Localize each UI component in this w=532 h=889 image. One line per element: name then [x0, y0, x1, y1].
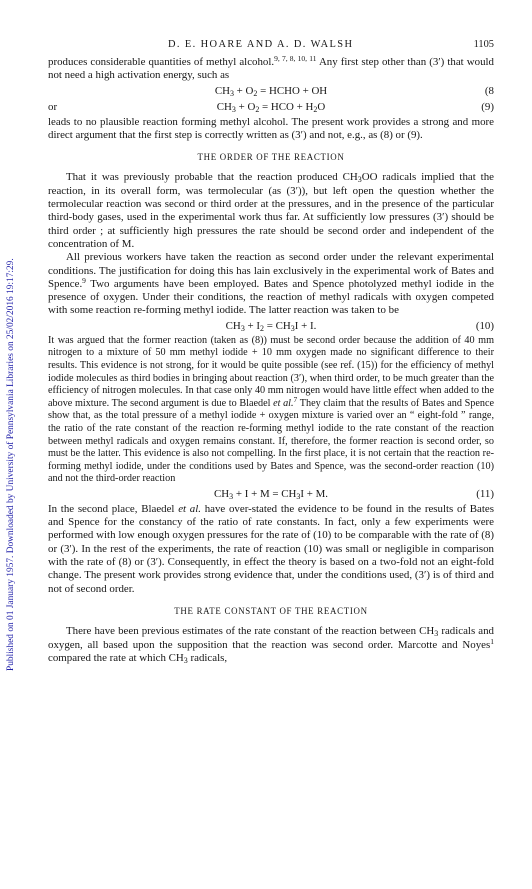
equation-9-lead: or	[48, 100, 58, 113]
section-heading-rate-constant: THE RATE CONSTANT OF THE REACTION	[174, 605, 368, 616]
citation-ref: 7	[293, 394, 298, 404]
page-number: 1105	[473, 39, 494, 50]
header-authors: D. E. HOARE AND A. D. WALSH	[168, 39, 354, 50]
paragraph-4: All previous workers have taken the reaction as second order under the relevant experimental conditions. The justification for doing this has lain exclusively in the experimental work of Bates and Spence.$^9$ Two arguments have been employed. Bates and Spence photolyzed methyl iodide in the presence of oxygen. Under their conditions, the reaction of methyl radicals with oxygen competed with some reaction re-forming methyl iodide. The latter reaction was taken to be	[48, 251, 494, 317]
equation-11-number: (11)	[476, 487, 494, 500]
paragraph-7: There have been previous estimates of the rate constant of the reaction between $CH_3$ radicals and oxygen, all based upon the supposition that the reaction was second order. Marcotte and Noyes$^1$ compared the rate at which $CH_3$ radicals,	[48, 625, 494, 665]
margin-publication-note: Published on 01 January 1957. Downloaded by University of Pennsylvania Libraries on 25/02/2016 19:17:29.	[6, 258, 16, 672]
equation-11	[48, 487, 494, 502]
equation-9-number: (9)	[481, 100, 494, 113]
running-header	[48, 38, 494, 52]
paragraph-3: That it was previously probable that the reaction produced $CH_3OO$ radicals implied that the reaction, in its overall form, was termolecular (as (3′)), but left open the question whether the termolecular reaction was second or third order at the pressures, and in the presence of the particular third-body gases, used in the experimental work thus far. At sufficiently low pressures (3′) should be third order ; at sufficiently high pressures the rate should be second order and independent of the concentration of M.	[48, 171, 494, 250]
citation-ref: 9	[82, 275, 86, 285]
equation-8	[48, 84, 494, 99]
equation-8-number: (8	[484, 84, 494, 97]
paragraph-5: It was argued that the former reaction (taken as (8)) must be second order because the addition of 40 mm nitrogen to a mixture of 50 mm methyl iodide + 10 mm oxygen made no significant difference to their results. This evidence is not strong, for it would be quite possible (see ref. (15)) for the efficiency of methyl iodide molecules as third bodies in bringing about reaction (3′), when third order, to be much greater than the efficiency of nitrogen molecules. In that case only 40 mm nitrogen would have little effect when added to the above mixture. The second argument is due to Blaedel et al.$^7$ They claim that the results of Bates and Spence show that, as the total pressure of a methyl iodide + oxygen mixture is varied over an “ eight-fold ” range, the ratio of the rate constant of the reaction re-forming methyl iodide to the rate constant of the reaction between methyl radicals and oxygen remains constant. If, therefore, the former reaction is second order, so must be the latter. This evidence is also not compelling. In the first place, it is not certain that the reaction re-forming methyl iodide, under the conditions used by Bates and Spence, was the second-order reaction (10) and not the third-order reaction	[48, 334, 494, 485]
paragraph-2: leads to no plausible reaction forming methyl alcohol. The present work provides a strong and more direct argument that the first step is correctly written as (3′) and not, e.g., as (8) or (9).	[48, 115, 494, 141]
equation-9-body: $CH_3 + O_2$ = HCO + $H_2O$	[216, 100, 326, 114]
paragraph-6: In the second place, Blaedel et al. have over-stated the evidence to be found in the results of Bates and Spence for the constancy of the ratio of rate constants. In fact, only a few experiments were performed with low enough oxygen pressures for the rate of (10) to be comparable with the rate of (8) or (3′). In the rest of the experiments, the rate of reaction (10) was small or negligible in comparison with the rate of (8) or (3′). Consequently, in effect the theory is based on a two-fold not an eight-fold change. The present work provides strong evidence that, under the conditions used, (3′) is of third and not of second order.	[48, 502, 494, 595]
citation-refs: 9, 7, 8, 10, 11	[274, 54, 317, 63]
paragraph-1: produces considerable quantities of methyl alcohol.$^{9, 7, 8, 10, 11}$ Any first step other than (3′) that would not need a high activation energy, such as	[48, 54, 494, 82]
journal-page	[48, 38, 494, 665]
equation-10-body: $CH_3 + I_2 = CH_3I + I$.	[225, 319, 317, 333]
equation-9	[48, 100, 494, 115]
section-heading-order: THE ORDER OF THE REACTION	[197, 152, 345, 163]
equation-11-body: $CH_3 + I + M = CH_3I + M$.	[214, 487, 328, 501]
equation-10-number: (10)	[475, 319, 494, 332]
equation-8-body: $CH_3 + O_2$ = HCHO + OH	[214, 84, 328, 98]
citation-ref: 1	[490, 636, 494, 646]
equation-10	[48, 319, 494, 334]
